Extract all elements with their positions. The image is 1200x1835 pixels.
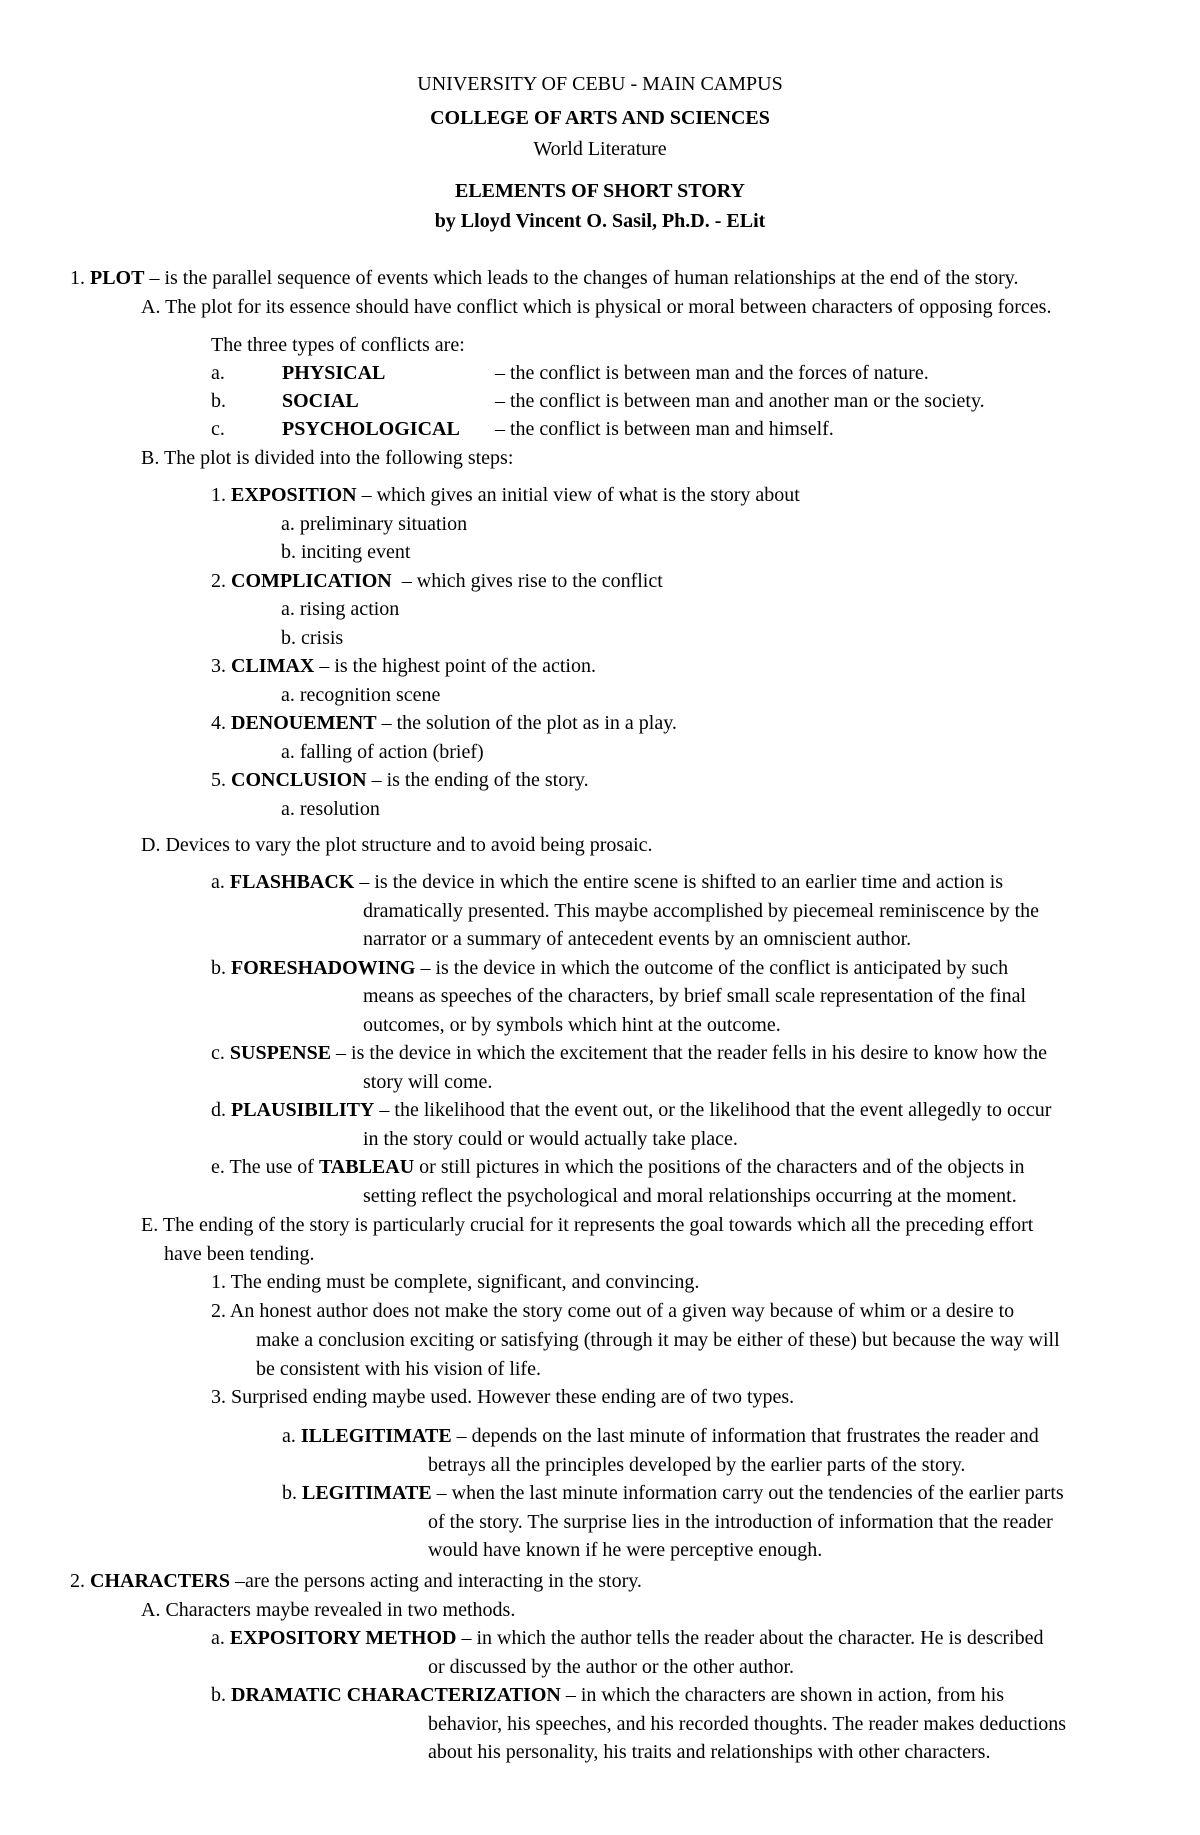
device-continuation: means as speeches of the characters, by brief small scale representation of the final [363,985,1027,1007]
surprise-types-list [282,1422,1064,1565]
conflict-definition: – the conflict is between man and another man or the society. [495,390,985,412]
step-sub-item: a. preliminary situation [281,512,468,535]
device-definition: – the likelihood that the event out, or the likelihood that the event allegedly to occur [374,1099,1052,1121]
plot-point-d: D. Devices to vary the plot structure and to avoid being prosaic. [141,834,653,856]
device-continuation: in the story could or would actually take place. [363,1127,738,1150]
step-term: CONCLUSION [231,769,367,791]
conflict-term: SOCIAL [282,390,359,412]
device-item [211,1039,1051,1068]
device-term: TABLEAU [318,1156,415,1178]
device-letter: d. [211,1099,231,1121]
method-definition: – in which the characters are shown in action, from his [560,1684,1005,1706]
plot-point-e-continuation: have been tending. [164,1243,315,1265]
device-letter: a. [211,871,230,893]
step-sub-item: a. rising action [281,598,400,620]
device-term: SUSPENSE [229,1042,332,1064]
step-term: EXPOSITION [231,484,357,506]
surprise-item [282,1422,1064,1451]
step-definition: – the solution of the plot as in a play. [376,712,677,734]
surprise-definition: – when the last minute information carry out the tendencies of the earlier parts [431,1482,1064,1504]
ending-item: 3. Surprised ending maybe used. However these ending are of two types. [211,1386,795,1408]
device-definition: – is the device in which the excitement that the reader fells in his desire to know how the [331,1042,1047,1064]
device-item [211,868,1051,897]
surprise-definition: – depends on the last minute of information that frustrates the reader and [451,1425,1039,1447]
course-name: World Literature [533,138,667,160]
device-definition: or still pictures in which the positions of the characters and of the objects in [414,1156,1025,1178]
plot-heading [70,264,1018,293]
device-term: FORESHADOWING [231,956,416,979]
university-name: UNIVERSITY OF CEBU - MAIN CAMPUS [417,73,783,95]
step-sub-item: b. inciting event [281,541,411,563]
conflict-letter: b. [211,390,226,412]
characters-term: CHARACTERS [90,1570,231,1592]
method-term: EXPOSITORY METHOD [229,1627,457,1649]
conflict-term: PSYCHOLOGICAL [282,418,460,440]
step-item [211,709,800,738]
step-number: 4. [211,712,231,734]
plot-steps-list [211,481,800,823]
surprise-continuation: of the story. The surprise lies in the introduction of information that the reader [428,1510,1053,1533]
method-definition: – in which the author tells the reader about the character. He is described [456,1627,1044,1649]
ending-item: 1. The ending must be complete, significant, and convincing. [211,1271,700,1293]
device-letter: b. [211,956,231,979]
surprise-item [282,1479,1064,1508]
device-item [211,954,1051,983]
conflict-term: PHYSICAL [282,362,386,384]
device-term: PLAUSIBILITY [231,1099,375,1121]
step-number: 2. [211,569,231,592]
conflict-letter: c. [211,418,225,440]
step-definition: – is the highest point of the action. [314,655,596,677]
surprise-continuation: would have known if he were perceptive enough. [428,1539,823,1561]
plot-definition: – is the parallel sequence of events which leads to the changes of human relationships at the end of the story. [144,267,1019,289]
characters-heading [70,1567,642,1596]
conflict-definition: – the conflict is between man and himself. [495,418,834,440]
surprise-letter: b. [282,1482,302,1504]
characters-definition: –are the persons acting and interacting in the story. [230,1570,642,1592]
step-sub-item: a. recognition scene [281,683,441,706]
document-title: ELEMENTS OF SHORT STORY [455,180,745,202]
step-number: 5. [211,769,231,791]
plot-number: 1. [70,267,90,289]
character-methods-list [211,1624,1066,1767]
step-sub-item: b. crisis [281,626,344,649]
plot-point-a: A. The plot for its essence should have conflict which is physical or moral between characters of opposing forces. [141,296,1052,318]
device-continuation: outcomes, or by symbols which hint at the outcome. [363,1013,781,1036]
step-number: 1. [211,484,231,506]
step-term: DENOUEMENT [231,712,377,734]
conflicts-intro: The three types of conflicts are: [211,334,465,356]
method-letter: b. [211,1684,231,1706]
device-continuation: story will come. [363,1070,493,1093]
device-continuation: setting reflect the psychological and moral relationships occurring at the moment. [363,1184,1017,1207]
step-sub-item: a. resolution [281,797,380,820]
device-definition: – is the device in which the entire scene is shifted to an earlier time and action is [354,871,1004,893]
device-term: FLASHBACK [229,871,355,893]
device-letter: e. The use of [211,1156,319,1178]
device-continuation: dramatically presented. This maybe accomplished by piecemeal reminiscence by the [363,899,1040,922]
method-item [211,1624,1066,1653]
surprise-continuation: betrays all the principles developed by the earlier parts of the story. [428,1453,966,1476]
author-byline: by Lloyd Vincent O. Sasil, Ph.D. - ELit [434,210,766,232]
step-definition: – which gives an initial view of what is the story about [356,484,800,506]
method-continuation: behavior, his speeches, and his recorded thoughts. The reader makes deductions [428,1712,1067,1735]
step-item [211,567,800,596]
step-item [211,766,800,795]
step-number: 3. [211,655,231,677]
surprise-term: LEGITIMATE [302,1482,432,1504]
step-sub-item: a. falling of action (brief) [281,740,484,763]
method-term: DRAMATIC CHARACTERIZATION [231,1684,561,1706]
method-continuation: about his personality, his traits and relationships with other characters. [428,1741,991,1763]
step-definition: – is the ending of the story. [366,769,589,791]
device-item [211,1153,1051,1182]
method-letter: a. [211,1627,230,1649]
plot-term: PLOT [90,267,145,289]
plot-point-b: B. The plot is divided into the following steps: [141,447,514,469]
step-term: CLIMAX [231,655,315,677]
ending-item: 2. An honest author does not make the story come out of a given way because of whim or a desire to [211,1300,1015,1322]
step-item [211,652,800,681]
device-item [211,1096,1051,1125]
conflict-definition: – the conflict is between man and the forces of nature. [495,362,929,384]
characters-number: 2. [70,1570,90,1592]
college-name: COLLEGE OF ARTS AND SCIENCES [430,107,770,129]
device-continuation: narrator or a summary of antecedent events by an omniscient author. [363,928,912,950]
device-definition: – is the device in which the outcome of the conflict is anticipated by such [415,956,1009,979]
device-letter: c. [211,1042,230,1064]
plot-devices-list [211,868,1051,1210]
ending-continuation: be consistent with his vision of life. [256,1358,541,1380]
step-term: COMPLICATION [231,569,392,592]
surprise-term: ILLEGITIMATE [300,1425,452,1447]
step-item [211,481,800,510]
surprise-letter: a. [282,1425,301,1447]
characters-point-a: A. Characters maybe revealed in two methods. [141,1599,516,1621]
step-definition: – which gives rise to the conflict [391,569,663,592]
ending-continuation: make a conclusion exciting or satisfying (through it may be either of these) but because the way will [256,1329,1060,1351]
conflict-letter: a. [211,362,225,384]
method-continuation: or discussed by the author or the other author. [428,1655,795,1678]
method-item [211,1681,1066,1710]
plot-point-e: E. The ending of the story is particularly crucial for it represents the goal towards which all the preceding effort [141,1214,1034,1236]
